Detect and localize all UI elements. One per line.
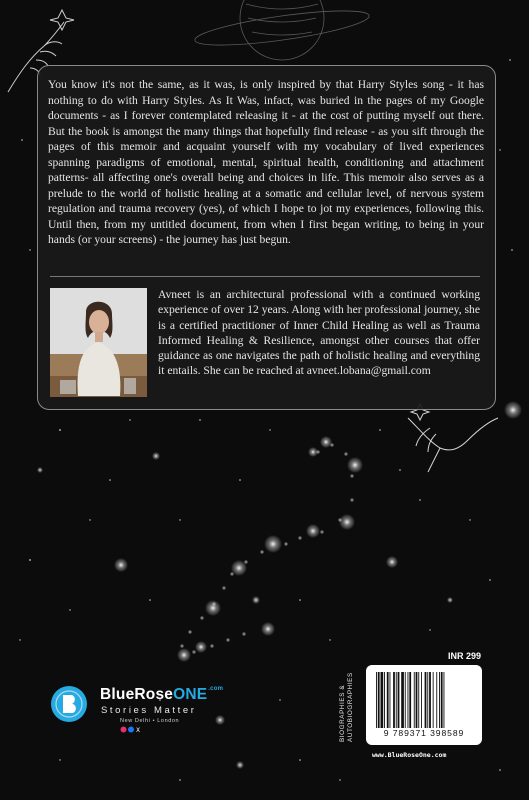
publisher-website: www.BlueRoseOne.com: [372, 751, 447, 759]
book-blurb: You know it's not the same, as it was, is only inspired by that Harry Styles song - it has nothing to do with Harry Styles. As It Was, infact, was buried in the pages of my Google documents - as I forever contemplated releasing it - at the cost of putting myself out there. But the book is amongst the many things that hopefully find release - as you sift through the pages of this memoir and acquaint yourself with my vocabulary of lived experiences spanning paradigms of emotional, mental, spiritual health, conditioning and attachment patterns- all affecting one's overall being and choices in life. This memoir also serves as a prelude to the world of holistic healing at a somatic and cellular level, of nervous system regulation and trauma recovery (yes), of which I hope to jot my experiences, following this. Until then, from my untitled document, from when I first began writing, to being in your hands (or your screens) - the journey has just begun.: [48, 78, 484, 246]
genre-line-2: AUTOBIOGRAPHIES: [347, 672, 354, 742]
social-icons: [120, 726, 160, 733]
barcode-icon: [374, 672, 474, 728]
publisher-name: [100, 686, 223, 704]
publisher-tagline: Stories Matter: [101, 705, 197, 716]
genre-line-1: BIOGRAPHIES &: [339, 684, 346, 742]
price-label: INR 299: [448, 651, 482, 661]
genre-label: [336, 667, 358, 742]
isbn-number: 9 789371 398589: [383, 728, 465, 738]
isbn-barcode: [366, 665, 482, 745]
publisher-name-suffix: ONE: [173, 686, 208, 703]
x-icon: X: [136, 727, 141, 733]
author-bio: Avneet is an architectural professional with a continued working experience of over 12 years. Along with her professional journey, she is a certified practitioner of Inner Child Healing as well as Trauma Informed Healing & Resilience, amongst other courses that offer guidance as one navigates the path of holistic healing and everything it entails. She can be reached at avneet.lobana@gmail.com: [158, 288, 480, 378]
bluerose-logo-icon: [50, 685, 88, 723]
author-photo: [50, 288, 147, 397]
author-portrait-illustration: [50, 288, 147, 397]
facebook-icon: [128, 727, 134, 733]
publisher-domain-suffix: .com: [208, 686, 224, 692]
publisher-name-prefix: BlueRose: [100, 686, 174, 703]
publisher-cities: New Delhi • London: [120, 718, 180, 724]
instagram-icon: [121, 727, 127, 733]
divider: [50, 276, 480, 277]
